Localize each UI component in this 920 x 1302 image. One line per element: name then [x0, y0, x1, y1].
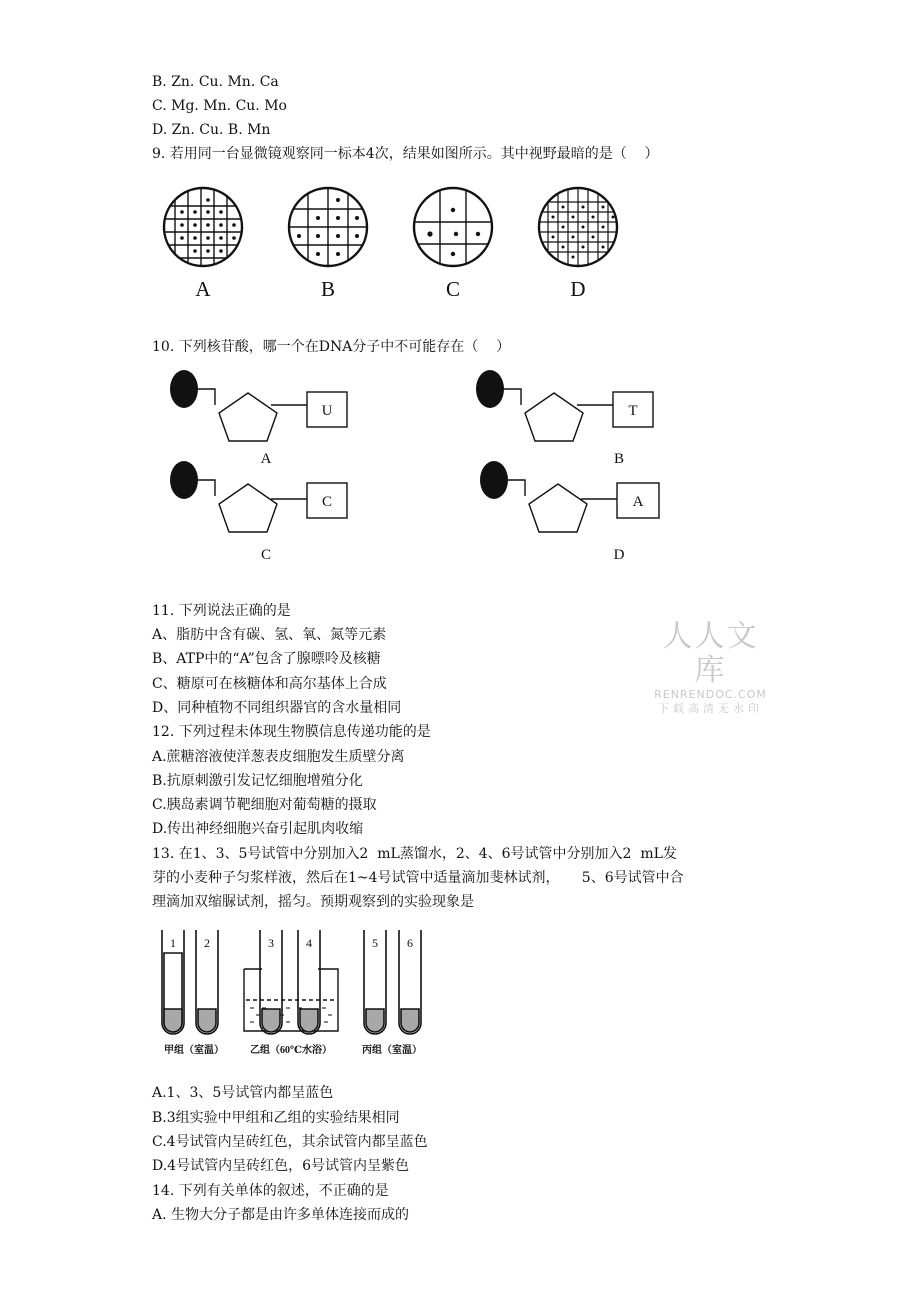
water-bath [244, 969, 338, 1031]
option-label-b: B [613, 451, 625, 467]
q11-option-d: D、同种植物不同组织器官的含水量相同 [152, 700, 402, 716]
option-label-a: A [260, 451, 272, 467]
q9-stem: 9. 若用同一台显微镜观察同一标本4次，结果如图所示。其中视野最暗的是（ ） [152, 146, 659, 162]
field-label-b: B [320, 277, 336, 301]
tube-number-4: 4 [306, 936, 312, 950]
q13-stem-line-1: 13. 在1、3、5号试管中分别加入2 mL蒸馏水，2、4、6号试管中分别加入2 mL发 [152, 846, 677, 862]
base-c: C [321, 494, 333, 510]
tube-number-1: 1 [170, 936, 176, 950]
q12-stem: 12. 下列过程未体现生物膜信息传递功能的是 [152, 724, 431, 740]
field-a [164, 182, 242, 272]
tube-number-2: 2 [204, 936, 210, 950]
group-label-jia: 甲组（室温） [164, 1045, 224, 1056]
q10-stem: 10. 下列核苷酸，哪一个在DNA分子中不可能存在（ ） [152, 339, 511, 355]
nucleotide-a [170, 370, 347, 441]
option-label-d: D [613, 547, 625, 563]
field-label-a: A [195, 277, 211, 301]
nucleotide-c [170, 461, 347, 532]
q11-option-c: C、糖原可在核糖体和高尔基体上合成 [152, 676, 387, 692]
base-u: U [321, 403, 333, 419]
watermark [648, 620, 773, 716]
q13-option-b: B.3组实验中甲组和乙组的实验结果相同 [152, 1110, 400, 1126]
base-t: T [628, 403, 638, 419]
q11-option-a: A、脂肪中含有碳、氢、氧、氮等元素 [152, 627, 387, 643]
q14-option-a: A. 生物大分子都是由许多单体连接而成的 [152, 1207, 410, 1223]
q13-option-d: D.4号试管内呈砖红色，6号试管内呈紫色 [152, 1158, 409, 1174]
q8-option-c: C. Mg. Mn. Cu. Mo [152, 98, 287, 114]
q13-stem-line-2: 芽的小麦种子匀浆样液，然后在1~4号试管中适量滴加斐林试剂， 5、6号试管中合 [152, 870, 684, 886]
field-label-d: D [570, 277, 586, 301]
nucleotide-b [476, 370, 653, 441]
q11-option-b: B、ATP中的“A”包含了腺嘌呤及核糖 [152, 651, 381, 667]
watermark-url: RENRENDOC.COM [654, 688, 767, 701]
q10-nucleotide-figure [160, 365, 680, 565]
q9-microscope-figure [160, 182, 630, 302]
q12-option-d: D.传出神经细胞兴奋引起肌肉收缩 [152, 821, 364, 837]
q13-option-a: A.1、3、5号试管内都呈蓝色 [152, 1085, 334, 1101]
group-label-bing: 丙组（室温） [362, 1045, 422, 1056]
q12-option-b: B.抗原刺激引发记忆细胞增殖分化 [152, 773, 363, 789]
field-label-c: C [445, 277, 461, 301]
field-c [414, 182, 492, 272]
q8-option-b: B. Zn. Cu. Mn. Ca [152, 74, 279, 90]
q13-test-tube-figure [158, 925, 448, 1065]
tube-number-5: 5 [372, 936, 378, 950]
watermark-title: 人人文库 [662, 619, 759, 688]
base-a: A [632, 494, 644, 510]
option-label-c: C [260, 547, 272, 563]
tube-number-6: 6 [407, 936, 413, 950]
q14-stem: 14. 下列有关单体的叙述，不正确的是 [152, 1183, 389, 1199]
q12-option-a: A.蔗糖溶液使洋葱表皮细胞发生质壁分离 [152, 749, 405, 765]
q8-option-d: D. Zn. Cu. B. Mn [152, 122, 271, 138]
field-d [539, 182, 617, 272]
group-label-yi: 乙组（60℃水浴） [250, 1045, 332, 1056]
watermark-tagline: 下载高清无水印 [658, 702, 763, 715]
q13-option-c: C.4号试管内呈砖红色，其余试管内都呈蓝色 [152, 1134, 428, 1150]
tube-number-3: 3 [268, 936, 274, 950]
field-b [289, 182, 367, 272]
q12-option-c: C.胰岛素调节靶细胞对葡萄糖的摄取 [152, 797, 377, 813]
q13-stem-line-3: 理滴加双缩脲试剂，摇匀。预期观察到的实验现象是 [152, 894, 474, 910]
q11-stem: 11. 下列说法正确的是 [152, 603, 291, 619]
